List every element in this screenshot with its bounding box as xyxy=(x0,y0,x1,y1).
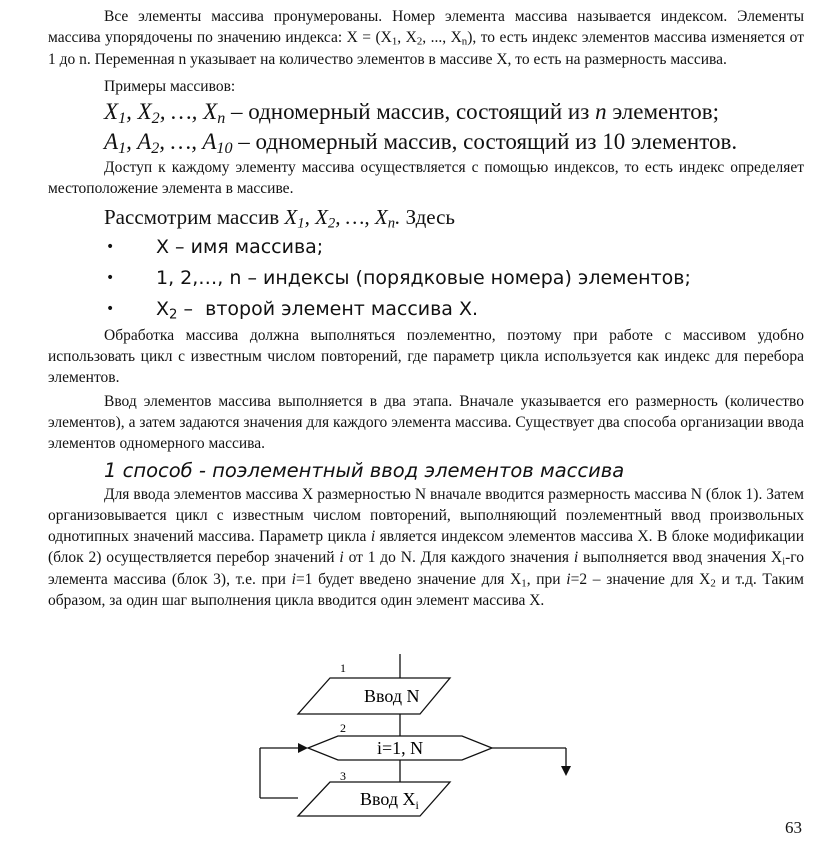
paragraph-method1: Для ввода элементов массива X размерностью N вначале вводится размерность массива N (блок 1). Затем организовывается цикл с известным числом повторений, выполняющий поэлементный ввод произвольных однотипных значений массива. Параметр цикла i является индексом элементов массива X. В блоке модификации (блок 2) осуществляется перебор значений i от 1 до N. Для каждого значения i выполняется ввод значения $X_i-го$ элемента массива (блок 3), т.е. при i=1 будет введено значение для $X_1$, при i=2 – значение для $X_2$ и т.д. Таким образом, за один шаг выполнения цикла вводится один элемент массива X. xyxy=(48,485,805,610)
paragraph-indexing: Все элементы массива пронумерованы. Номер элемента массива называется индексом. Элементы массива упорядочены по значению индекса: $X = (X_1$, $X_2$, ..., $X_n$), то есть индекс элементов массива изменяется от 1 до n. Переменная n указывает на количество элементов в массиве X, то есть на размерность массива. xyxy=(48,8,804,68)
arrow-down-icon xyxy=(561,766,571,776)
document-page xyxy=(48,6,804,611)
block2-label: i=1, N xyxy=(377,738,424,758)
bullet-icon: • xyxy=(106,300,115,317)
page-number: 63 xyxy=(785,818,802,837)
bullet-icon: • xyxy=(106,269,115,286)
bullet-icon: • xyxy=(106,238,115,255)
example-1: $X_1$, $X_2$, …, $X_n$ – одномерный массив, состоящий из n элементов; xyxy=(104,99,720,128)
example-2: $A_1$, $A_2$, …, $A_{10}$ – одномерный массив, состоящий из 10 элементов. xyxy=(104,129,738,158)
consider-line: Рассмотрим массив $X_1$, $X_2$, …, $X_n$. Здесь xyxy=(104,204,456,232)
block3-number: 3 xyxy=(340,769,346,783)
block2-number: 2 xyxy=(340,721,346,735)
block3-label: Ввод $X_i$ xyxy=(360,789,419,812)
bullet-item: • 1, 2,…, n – индексы (порядковые номера) элементов; xyxy=(48,263,804,294)
paragraph-input: Ввод элементов массива выполняется в два этапа. Вначале указывается его размерность (количество элементов), а затем задаются значения для каждого элемента массива. Существует два способа организации ввода элементов одномерного массива. xyxy=(48,392,804,453)
bullet-list xyxy=(48,232,804,325)
flowchart xyxy=(240,648,600,823)
bullet-item: • $X_2$ – второй элемент массива X. xyxy=(48,294,804,325)
paragraph-processing: Обработка массива должна выполняться поэлементно, поэтому при работе с массивом удобно использовать цикл с известным числом повторений, где параметр цикла используется как индекс для перебора элементов. xyxy=(48,326,804,387)
paragraph-access: Доступ к каждому элементу массива осуществляется с помощью индексов, то есть индекс определяет местоположение элемента в массиве. xyxy=(48,159,804,198)
examples-label: Примеры массивов: xyxy=(104,77,236,95)
arrow-right-icon xyxy=(298,743,308,753)
block1-label: Ввод N xyxy=(364,686,420,706)
block1-number: 1 xyxy=(340,661,346,675)
section-heading: 1 способ - поэлементный ввод элементов массива xyxy=(104,458,625,482)
bullet-item: • X – имя массива; xyxy=(48,232,804,263)
